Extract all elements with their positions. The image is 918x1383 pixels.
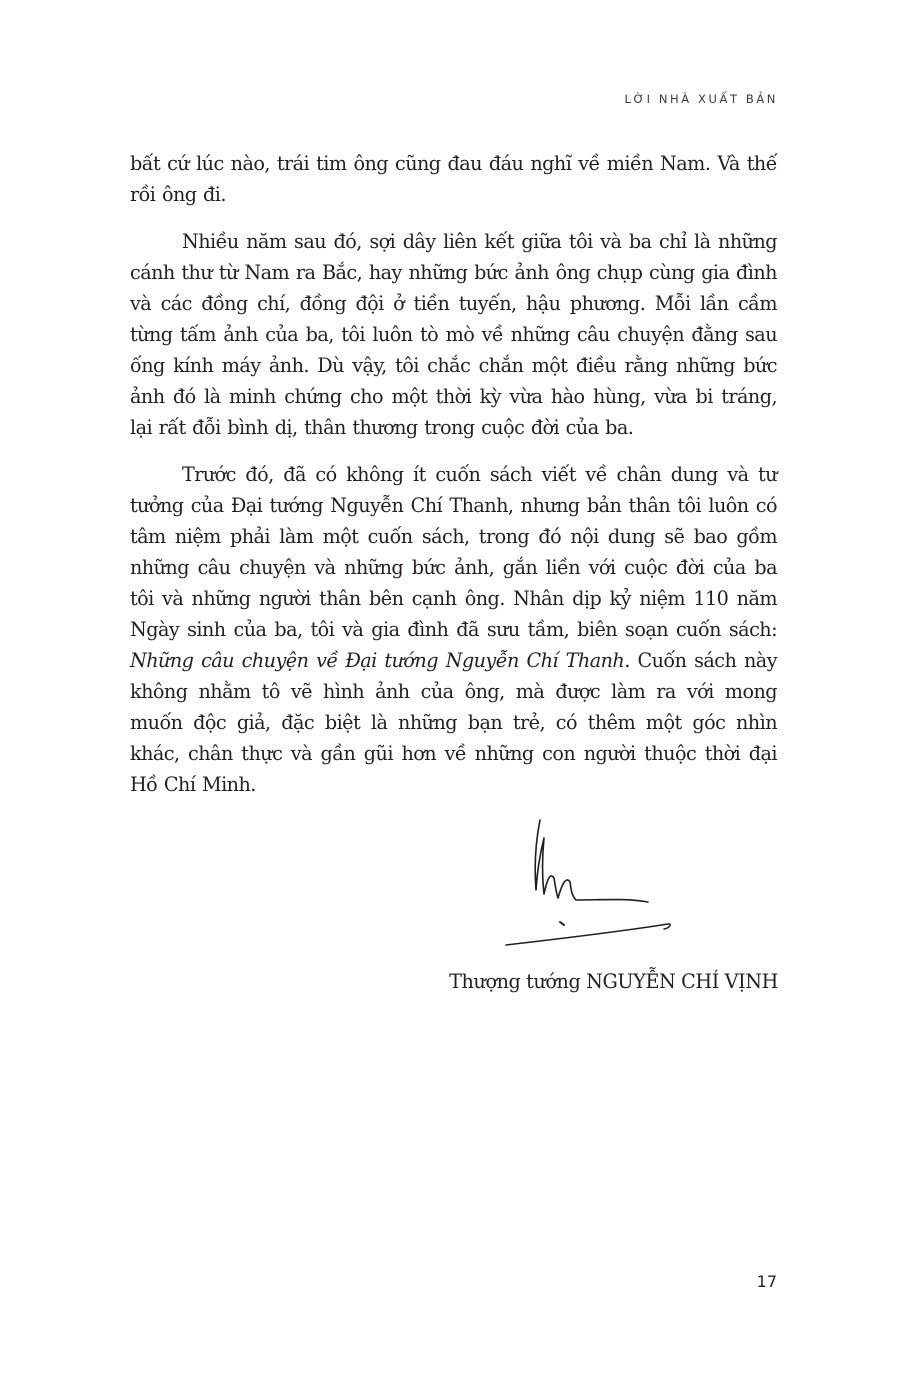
- page-number: 17: [756, 1272, 777, 1291]
- paragraph-1: bất cứ lúc nào, trái tim ông cũng đau đáu nghĩ về miền Nam. Và thế rồi ông đi.: [130, 152, 777, 206]
- signer-name: Thượng tướng NGUYỄN CHÍ VỊNH: [449, 970, 778, 993]
- paragraph-2: Nhiều năm sau đó, sợi dây liên kết giữa tôi và ba chỉ là những cánh thư từ Nam ra Bắc, hay những bức ảnh ông chụp cùng gia đình và các đồng chí, đồng đội ở tiền tuyến, hậu phương. Mỗi lần cầm từng tấm ảnh của ba, tôi luôn tò mò về những câu chuyện đằng sau ống kính máy ảnh. Dù vậy, tôi chắc chắn một điều rằng những bức ảnh đó là minh chứng cho một thời kỳ vừa hào hùng, vừa bi tráng, lại rất đỗi bình dị, thân thương trong cuộc đời của ba.: [130, 230, 777, 439]
- book-title: Những câu chuyện về Đại tướng Nguyễn Chí Thanh.: [130, 649, 630, 672]
- main-text: [130, 148, 777, 800]
- paragraph-3-end: Cuốn sách này không nhằm tô vẽ hình ảnh của ông, mà được làm ra với mong muốn độc giả, đặc biệt là những bạn trẻ, có thêm một góc nhìn khác, chân thực và gần gũi hơn về những con người thuộc thời đại Hồ Chí Minh.: [130, 649, 777, 796]
- paragraph-3: [130, 459, 777, 800]
- running-header: LỜI NHÀ XUẤT BẢN: [624, 92, 778, 106]
- signature: [498, 812, 678, 957]
- paragraph-3-start: Trước đó, đã có không ít cuốn sách viết về chân dung và tư tưởng của Đại tướng Nguyễn Chí Thanh, nhưng bản thân tôi luôn có tâm niệm phải làm một cuốn sách, trong đó nội dung sẽ bao gồm những câu chuyện và những bức ảnh, gắn liền với cuộc đời của ba tôi và những người thân bên cạnh ông. Nhân dịp kỷ niệm 110 năm Ngày sinh của ba, tôi và gia đình đã sưu tầm, biên soạn cuốn sách:: [130, 463, 777, 641]
